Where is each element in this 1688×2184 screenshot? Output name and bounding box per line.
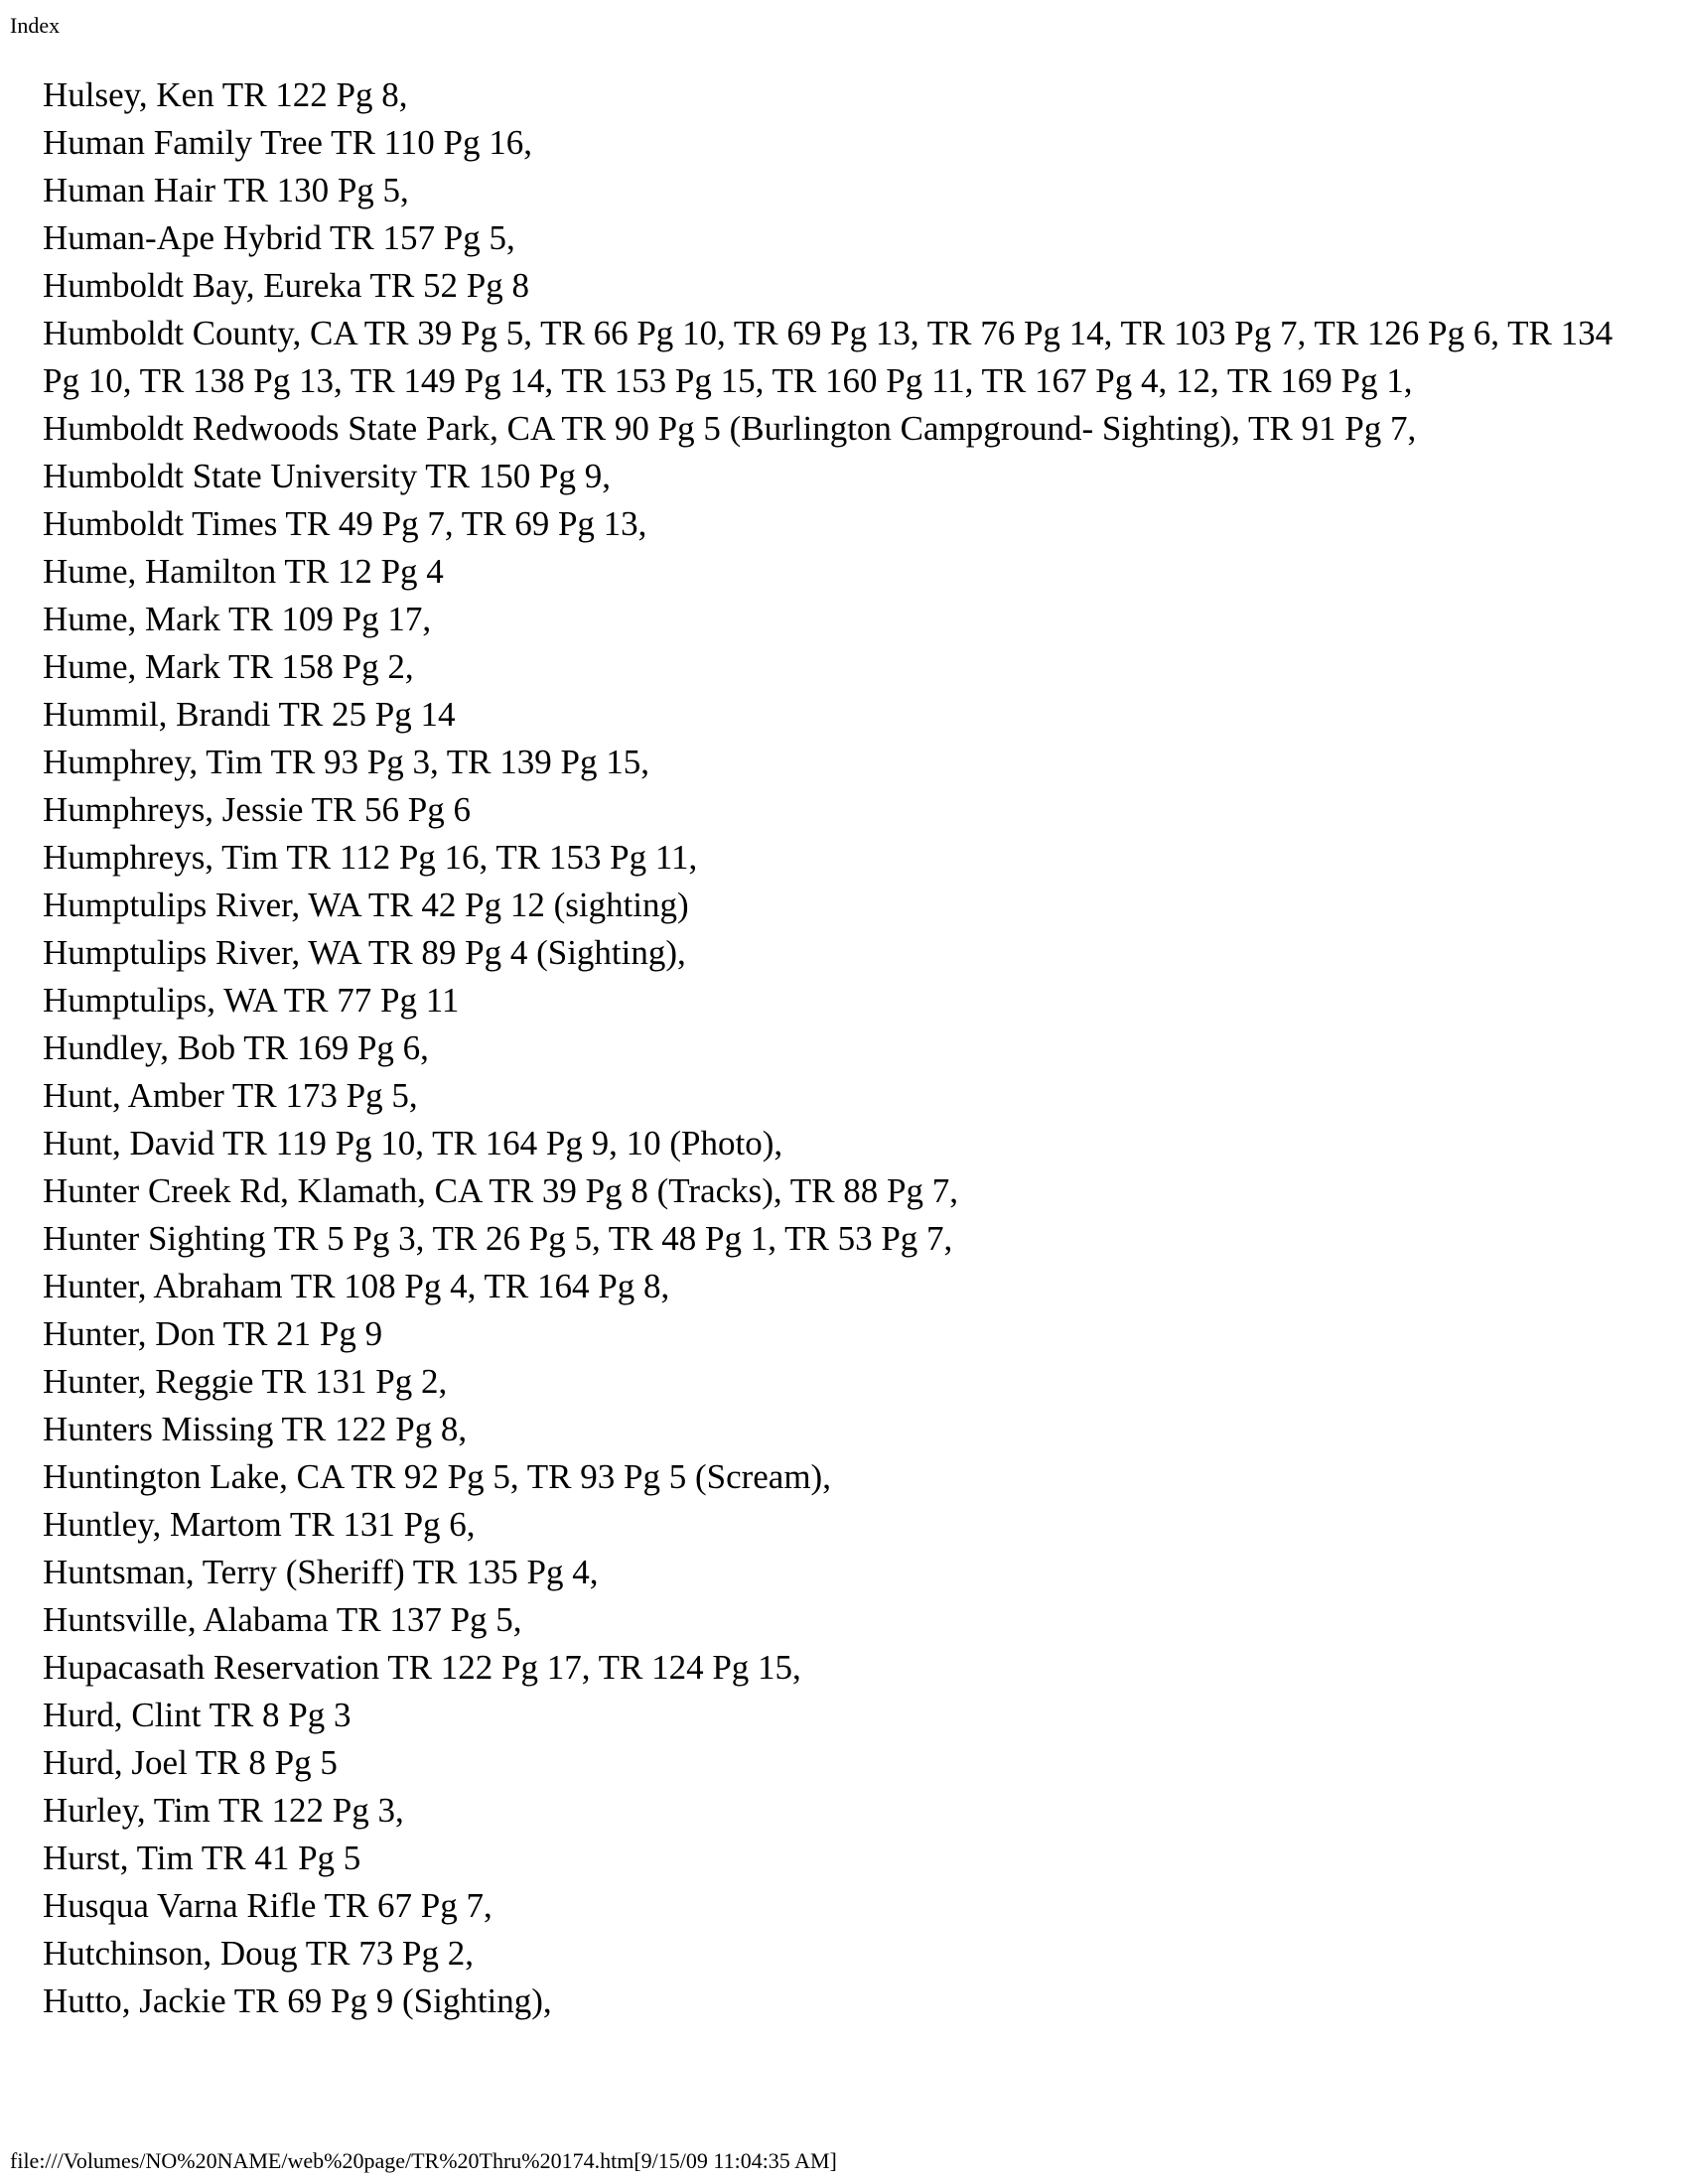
index-entry: Humboldt Times TR 49 Pg 7, TR 69 Pg 13, [43, 504, 647, 543]
index-entry: Hume, Hamilton TR 12 Pg 4 [43, 552, 444, 591]
index-entry: Hurd, Clint TR 8 Pg 3 [43, 1696, 352, 1734]
index-entry: Hume, Mark TR 158 Pg 2, [43, 647, 414, 686]
index-entry: Huntsman, Terry (Sheriff) TR 135 Pg 4, [43, 1553, 599, 1591]
index-entry: Hunter, Abraham TR 108 Pg 4, TR 164 Pg 8, [43, 1267, 670, 1305]
index-entry: Hulsey, Ken TR 122 Pg 8, [43, 75, 408, 114]
index-entry: Human Family Tree TR 110 Pg 16, [43, 123, 532, 162]
index-entry: Hume, Mark TR 109 Pg 17, [43, 600, 432, 638]
index-entry: Hunter Sighting TR 5 Pg 3, TR 26 Pg 5, TR 48 Pg 1, TR 53 Pg 7, [43, 1219, 953, 1258]
index-entry: Hunt, David TR 119 Pg 10, TR 164 Pg 9, 10 (Photo), [43, 1124, 783, 1162]
index-entry: Hupacasath Reservation TR 122 Pg 17, TR 124 Pg 15, [43, 1648, 801, 1687]
index-entry: Huntsville, Alabama TR 137 Pg 5, [43, 1600, 522, 1639]
page-title: Index [10, 13, 61, 38]
index-entry: Humptulips River, WA TR 42 Pg 12 (sighting) [43, 886, 689, 924]
index-entry: Hutto, Jackie TR 69 Pg 9 (Sighting), [43, 1981, 552, 2020]
index-entry: Human-Ape Hybrid TR 157 Pg 5, [43, 218, 515, 257]
index-entry: Huntington Lake, CA TR 92 Pg 5, TR 93 Pg 5 (Scream), [43, 1457, 831, 1496]
index-entry: Hunter, Don TR 21 Pg 9 [43, 1314, 383, 1353]
index-entry: Hurd, Joel TR 8 Pg 5 [43, 1743, 338, 1782]
index-list [43, 71, 1651, 2025]
index-entry: Hunters Missing TR 122 Pg 8, [43, 1410, 468, 1448]
index-entry: Hundley, Bob TR 169 Pg 6, [43, 1028, 429, 1067]
index-entry: Hurley, Tim TR 122 Pg 3, [43, 1791, 404, 1830]
index-entry: Humptulips River, WA TR 89 Pg 4 (Sighting), [43, 933, 686, 972]
index-entry: Humptulips, WA TR 77 Pg 11 [43, 981, 460, 1020]
index-entry: Hunt, Amber TR 173 Pg 5, [43, 1076, 418, 1115]
index-entry: Humboldt County, CA TR 39 Pg 5, TR 66 Pg 10, TR 69 Pg 13, TR 76 Pg 14, TR 103 Pg 7, TR 126 Pg 6, TR 134 Pg 10, TR 138 Pg 13, TR 149 Pg 14, TR 153 Pg 15, TR 160 Pg 11, TR 167 Pg 4, 12, TR 169 Pg 1, [43, 314, 1614, 400]
index-entry: Humphreys, Jessie TR 56 Pg 6 [43, 790, 472, 829]
index-entry: Humboldt Bay, Eureka TR 52 Pg 8 [43, 266, 529, 305]
index-entry: Humphrey, Tim TR 93 Pg 3, TR 139 Pg 15, [43, 743, 649, 781]
index-entry: Hunter Creek Rd, Klamath, CA TR 39 Pg 8 (Tracks), TR 88 Pg 7, [43, 1171, 958, 1210]
index-entry: Hutchinson, Doug TR 73 Pg 2, [43, 1934, 474, 1973]
footer-file-url: file:///Volumes/NO%20NAME/web%20page/TR%20Thru%20174.htm[9/15/09 11:04:35 AM] [10, 2148, 837, 2173]
index-entry: Humphreys, Tim TR 112 Pg 16, TR 153 Pg 11, [43, 838, 698, 877]
index-entry: Human Hair TR 130 Pg 5, [43, 171, 409, 209]
index-entry: Husqua Varna Rifle TR 67 Pg 7, [43, 1886, 492, 1925]
index-entry: Humboldt Redwoods State Park, CA TR 90 Pg 5 (Burlington Campground- Sighting), TR 91 Pg 7, [43, 409, 1417, 448]
index-entry: Hunter, Reggie TR 131 Pg 2, [43, 1362, 448, 1401]
index-entry: Humboldt State University TR 150 Pg 9, [43, 457, 611, 495]
index-entry: Huntley, Martom TR 131 Pg 6, [43, 1505, 476, 1544]
index-entry: Hummil, Brandi TR 25 Pg 14 [43, 695, 456, 734]
index-entry: Hurst, Tim TR 41 Pg 5 [43, 1839, 361, 1877]
